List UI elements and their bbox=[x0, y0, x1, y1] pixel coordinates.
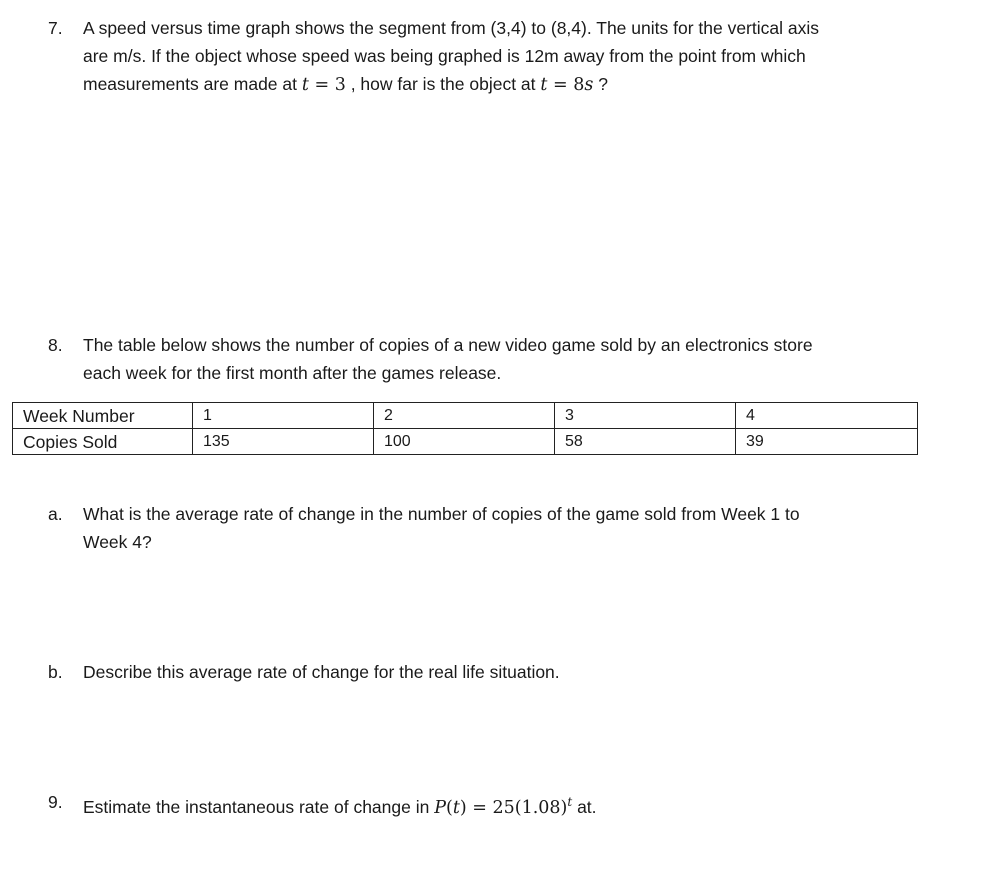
table-cell: 3 bbox=[555, 403, 736, 429]
math-arg-t: t bbox=[452, 797, 460, 818]
question-9-pre: Estimate the instantaneous rate of change in bbox=[83, 796, 435, 817]
question-8a-line-1: What is the average rate of change in the number of copies of the game sold from Week 1 to bbox=[83, 504, 800, 524]
math-function-p: P bbox=[434, 797, 446, 818]
math-equals-8: = 8 bbox=[547, 75, 585, 95]
table-cell: 2 bbox=[374, 403, 555, 429]
question-7-number: 7. bbox=[48, 18, 63, 38]
question-9-line-1 bbox=[83, 788, 597, 822]
math-t-2: t bbox=[540, 75, 548, 95]
question-7-line-3-mid: , how far is the object at bbox=[345, 74, 541, 94]
question-7 bbox=[48, 14, 948, 104]
question-8b-letter: b. bbox=[48, 662, 63, 682]
math-t: t bbox=[301, 75, 309, 95]
table-cell: 100 bbox=[374, 429, 555, 455]
question-8b-text bbox=[83, 658, 560, 686]
table-cell: 135 bbox=[193, 429, 374, 455]
question-8-number: 8. bbox=[48, 335, 63, 355]
question-8 bbox=[48, 331, 948, 391]
table-cell: 58 bbox=[555, 429, 736, 455]
math-expression: = 25(1.08) bbox=[466, 797, 568, 818]
table-row bbox=[13, 429, 918, 455]
table-row bbox=[13, 403, 918, 429]
sales-table bbox=[12, 402, 918, 455]
row-label-week-number: Week Number bbox=[13, 403, 193, 429]
question-7-line-3-pre: measurements are made at bbox=[83, 74, 302, 94]
table-cell: 1 bbox=[193, 403, 374, 429]
question-9-number: 9. bbox=[48, 792, 63, 812]
question-7-line-3 bbox=[83, 70, 819, 99]
table-cell: 39 bbox=[736, 429, 918, 455]
question-9 bbox=[48, 788, 948, 818]
question-8-line-1: The table below shows the number of copies of a new video game sold by an electronics store bbox=[83, 335, 813, 355]
question-9-text bbox=[83, 788, 597, 822]
question-7-text bbox=[83, 14, 819, 99]
row-label-copies-sold: Copies Sold bbox=[13, 429, 193, 455]
question-8a-text bbox=[83, 500, 800, 556]
question-9-post: at. bbox=[572, 796, 597, 817]
math-exponent-t: t bbox=[567, 795, 573, 809]
question-7-line-2: are m/s. If the object whose speed was being graphed is 12m away from the point from which bbox=[83, 46, 806, 66]
question-8-line-2: each week for the first month after the games release. bbox=[83, 363, 502, 383]
question-8a-letter: a. bbox=[48, 504, 63, 524]
question-8a bbox=[48, 500, 948, 560]
math-unit-s: s bbox=[584, 75, 594, 95]
math-argument: (t) bbox=[445, 797, 467, 818]
question-7-line-3-end: ? bbox=[593, 74, 608, 94]
math-equals-3: = 3 bbox=[308, 75, 346, 95]
table-cell: 4 bbox=[736, 403, 918, 429]
question-8-text bbox=[83, 331, 813, 387]
question-8b-line-1: Describe this average rate of change for the real life situation. bbox=[83, 662, 560, 682]
question-8a-line-2: Week 4? bbox=[83, 532, 152, 552]
question-7-line-1: A speed versus time graph shows the segment from (3,4) to (8,4). The units for the vertical axis bbox=[83, 18, 819, 38]
question-8b bbox=[48, 658, 948, 688]
